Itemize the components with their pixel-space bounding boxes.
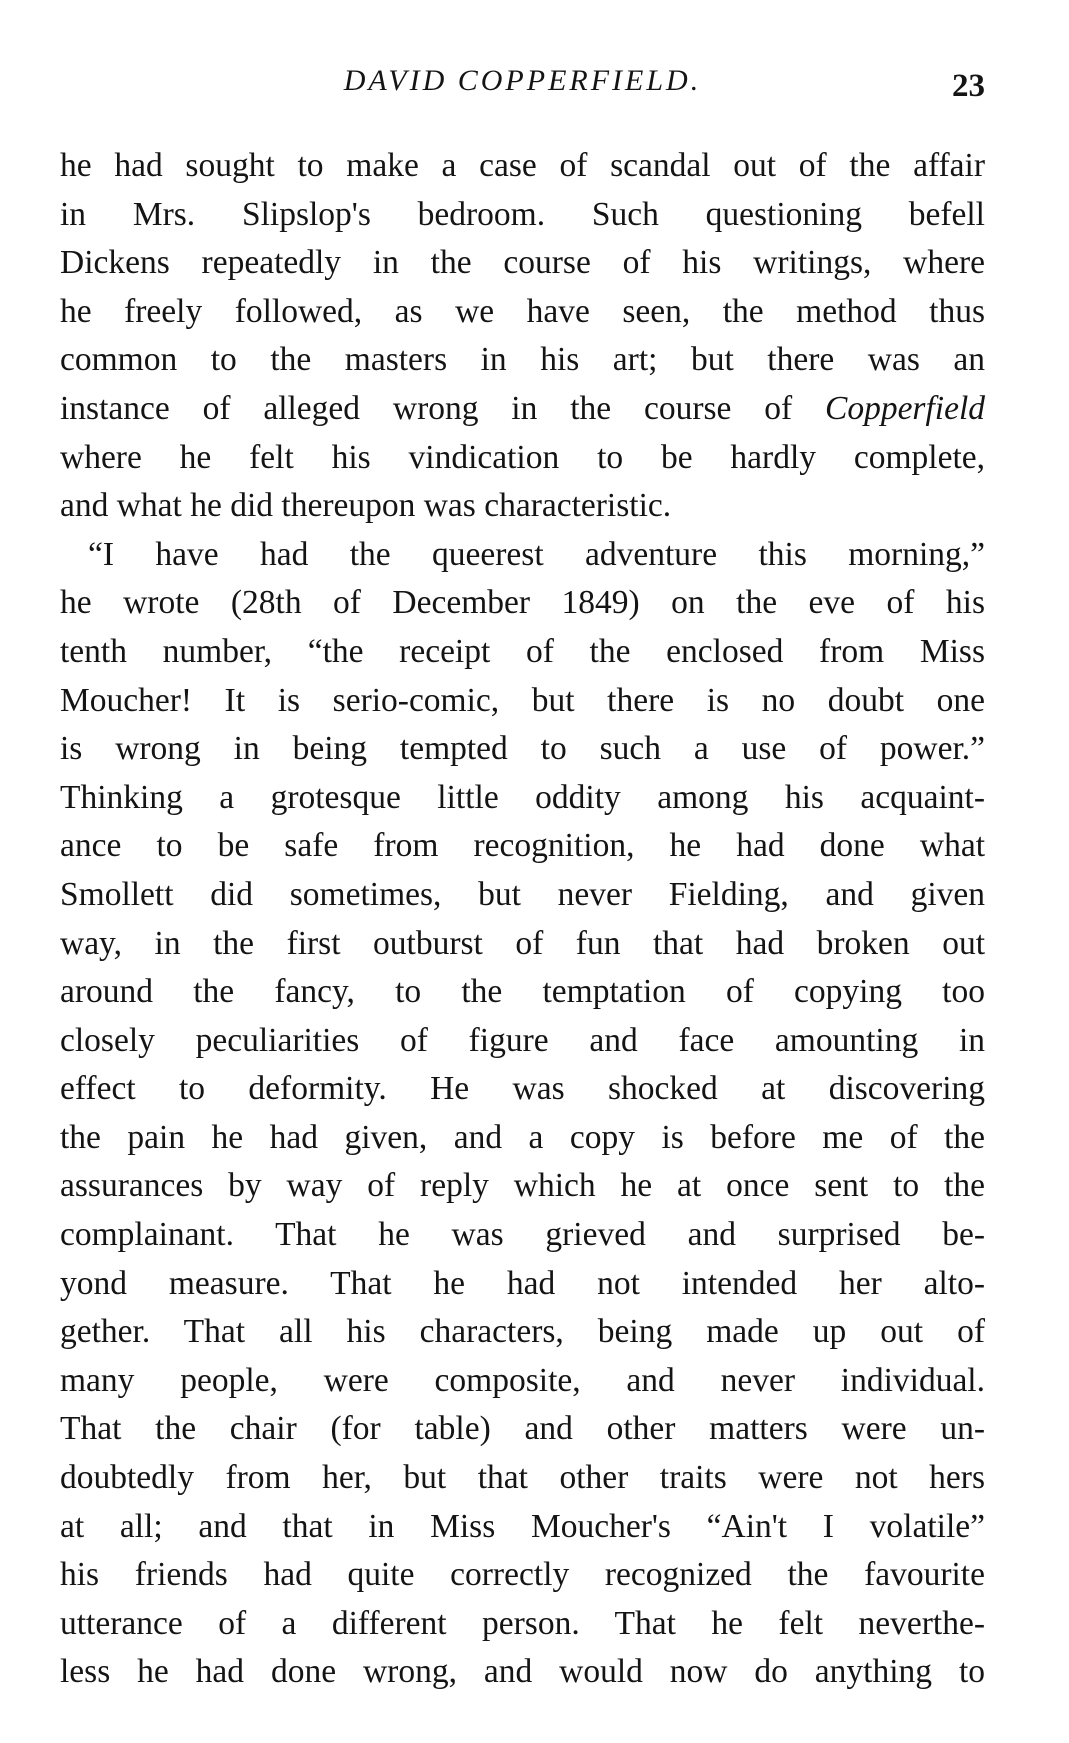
- text-line: he had sought to make a case of scandal out of the affair: [60, 147, 985, 184]
- text-line: ance to be safe from recognition, he had done what: [60, 827, 985, 865]
- text-line: Moucher! It is serio-comic, but there is no doubt one: [60, 681, 985, 719]
- text-line: gether. That all his characters, being made up out of: [60, 1313, 985, 1351]
- text-line: he freely followed, as we have seen, the method thus: [60, 292, 985, 330]
- text-line: way, in the first outburst of fun that had broken out: [60, 924, 985, 962]
- text-line: around the fancy, to the temptation of copying too: [60, 973, 985, 1011]
- text-line: less he had done wrong, and would now do anything to: [60, 1653, 985, 1691]
- text-line: at all; and that in Miss Moucher's “Ain't I volatile”: [60, 1507, 985, 1545]
- running-head: [60, 60, 985, 110]
- paragraph-start-line: “I have had the queerest adventure this morning,”: [88, 535, 985, 573]
- text-line: yond measure. That he had not intended her alto-: [60, 1264, 985, 1302]
- text-line: Smollett did sometimes, but never Fielding, and given: [60, 875, 985, 913]
- text-line: the pain he had given, and a copy is before me of the: [60, 1118, 985, 1156]
- text-line: common to the masters in his art; but there was an: [60, 341, 985, 379]
- text-line: is wrong in being tempted to such a use of power.”: [60, 730, 985, 768]
- running-title: DAVID COPPERFIELD.: [343, 64, 702, 97]
- text-line: where he felt his vindication to be hardly complete,: [60, 438, 985, 476]
- text-line: complainant. That he was grieved and surprised be-: [60, 1216, 985, 1254]
- body-text: [60, 142, 985, 1697]
- text-line: closely peculiarities of figure and face amounting in: [60, 1021, 985, 1059]
- text-line: That the chair (for table) and other matters were un-: [60, 1410, 985, 1448]
- text-line: many people, were composite, and never individual.: [60, 1361, 985, 1399]
- text-line: utterance of a different person. That he felt neverthe-: [60, 1604, 985, 1642]
- text-line: assurances by way of reply which he at once sent to the: [60, 1167, 985, 1205]
- text-line: he wrote (28th of December 1849) on the eve of his: [60, 584, 985, 622]
- text-line: doubtedly from her, but that other traits were not hers: [60, 1459, 985, 1497]
- page-number: 23: [952, 68, 985, 104]
- text-line: in Mrs. Slipslop's bedroom. Such questioning befell: [60, 195, 985, 233]
- italic-book-title: Copperfield: [824, 389, 986, 427]
- text-line: Dickens repeatedly in the course of his writings, where: [60, 244, 985, 282]
- text-line: tenth number, “the receipt of the enclosed from Miss: [60, 632, 985, 670]
- text-line: effect to deformity. He was shocked at discovering: [60, 1070, 985, 1108]
- text-line: his friends had quite correctly recognized the favourite: [60, 1556, 985, 1594]
- paragraph-end-line: and what he did thereupon was characteristic.: [60, 487, 672, 525]
- text-line-segment: instance of alleged wrong in the course of: [60, 389, 793, 427]
- text-line-with-title: [60, 385, 985, 434]
- text-line: Thinking a grotesque little oddity among his acquaint-: [60, 778, 985, 816]
